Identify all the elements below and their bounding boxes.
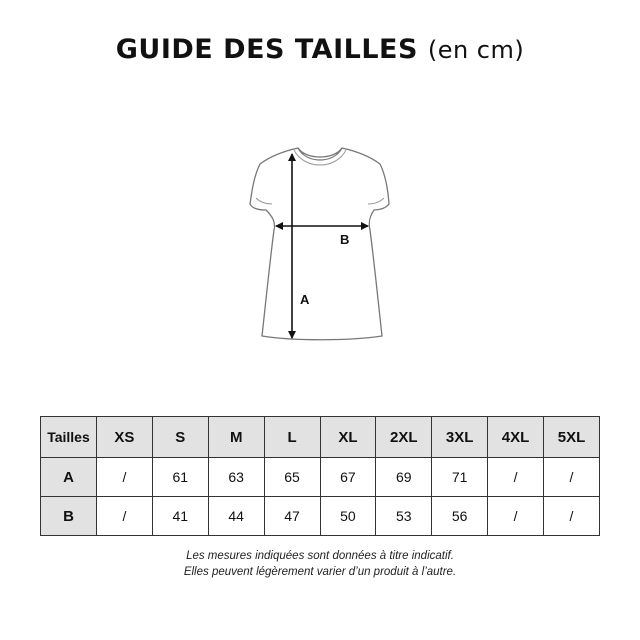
size-header-cell: M bbox=[208, 417, 264, 458]
table-cell: 63 bbox=[208, 458, 264, 497]
table-header-row bbox=[41, 417, 600, 458]
table-cell: 56 bbox=[432, 497, 488, 536]
size-header-cell: S bbox=[152, 417, 208, 458]
table-cell: 67 bbox=[320, 458, 376, 497]
row-label: A bbox=[41, 458, 97, 497]
size-header-cell: XS bbox=[97, 417, 153, 458]
page-title bbox=[0, 34, 640, 65]
tshirt-outline-icon bbox=[200, 140, 440, 350]
size-header-cell: 2XL bbox=[376, 417, 432, 458]
table-cell: / bbox=[488, 458, 544, 497]
size-header-cell: 4XL bbox=[488, 417, 544, 458]
table-cell: / bbox=[97, 458, 153, 497]
table-cell: / bbox=[544, 458, 600, 497]
title-unit: (en cm) bbox=[427, 36, 525, 64]
tshirt-diagram bbox=[200, 140, 440, 350]
table-cell: 65 bbox=[264, 458, 320, 497]
size-header-cell: L bbox=[264, 417, 320, 458]
title-main: GUIDE DES TAILLES bbox=[115, 34, 418, 65]
table-cell: 61 bbox=[152, 458, 208, 497]
table-cell: / bbox=[97, 497, 153, 536]
table-cell: 47 bbox=[264, 497, 320, 536]
table-row bbox=[41, 458, 600, 497]
disclaimer-line: Les mesures indiquées sont données à titre indicatif. bbox=[186, 550, 454, 562]
table-cell: 41 bbox=[152, 497, 208, 536]
size-header-cell: 5XL bbox=[544, 417, 600, 458]
table-cell: 50 bbox=[320, 497, 376, 536]
size-header-cell: XL bbox=[320, 417, 376, 458]
table-cell: 71 bbox=[432, 458, 488, 497]
size-table bbox=[40, 416, 600, 536]
label-b: B bbox=[340, 232, 350, 247]
table-cell: 69 bbox=[376, 458, 432, 497]
header-label: Tailles bbox=[41, 417, 97, 458]
table-row bbox=[41, 497, 600, 536]
row-label: B bbox=[41, 497, 97, 536]
table-cell: / bbox=[488, 497, 544, 536]
table-cell: / bbox=[544, 497, 600, 536]
table-cell: 44 bbox=[208, 497, 264, 536]
label-a: A bbox=[300, 292, 310, 307]
disclaimer bbox=[0, 548, 640, 580]
disclaimer-line: Elles peuvent légèrement varier d’un produit à l’autre. bbox=[183, 566, 457, 578]
size-header-cell: 3XL bbox=[432, 417, 488, 458]
table-cell: 53 bbox=[376, 497, 432, 536]
